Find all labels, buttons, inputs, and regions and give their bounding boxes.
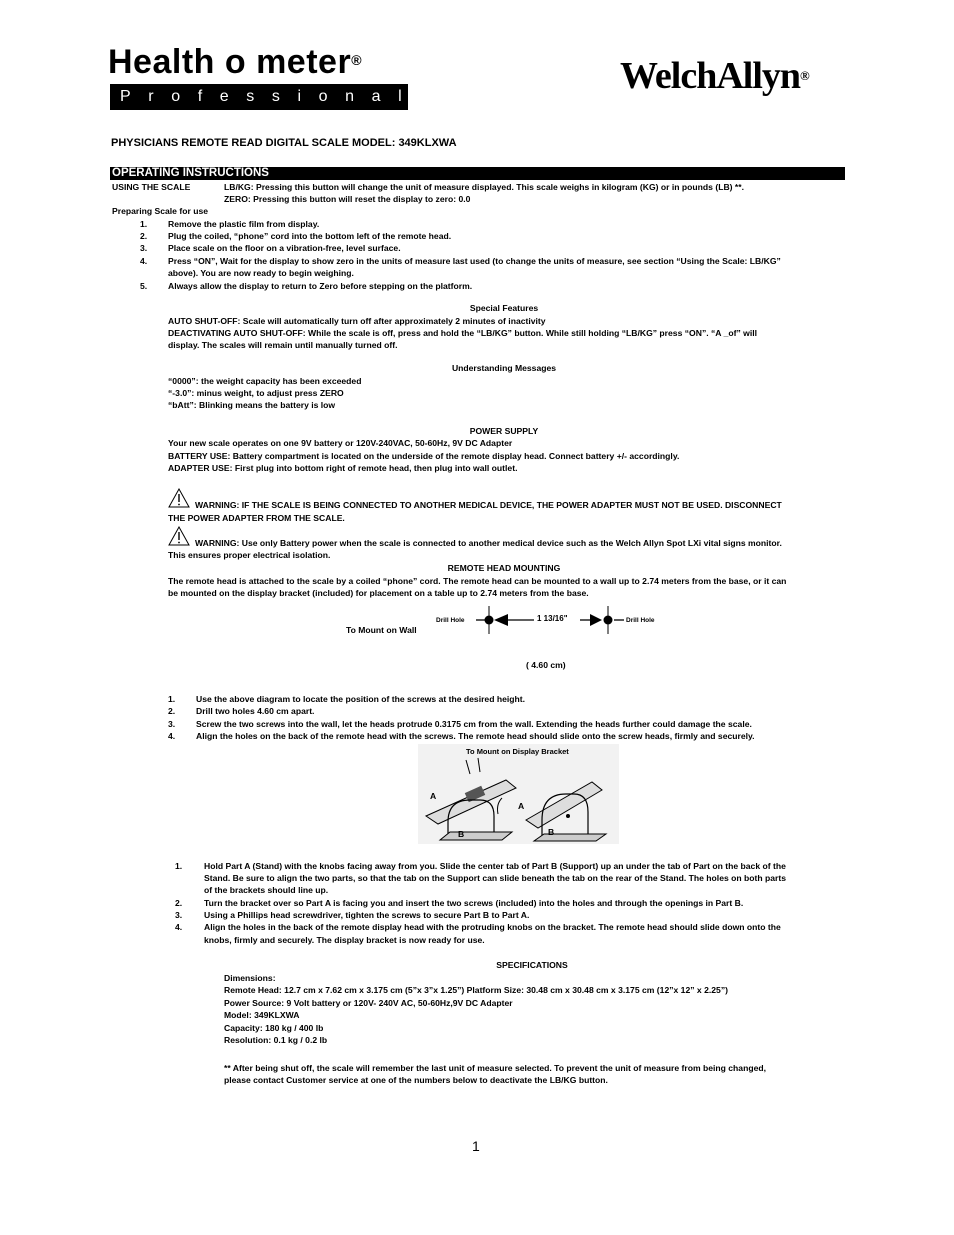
registered-mark: ®	[351, 52, 363, 68]
warning-battery-text: WARNING: Use only Battery power when the scale is connected to another medical device such as the Welch Allyn Spot LXi vital signs monitor.	[195, 538, 782, 548]
bracket-drawing	[418, 744, 619, 844]
bracket-step-text-continued: knobs, firmly and securely. The display bracket is now ready for use.	[204, 935, 485, 945]
display-bracket-illustration	[418, 744, 619, 844]
part-a-label: A	[430, 791, 437, 801]
deactivating-text: DEACTIVATING AUTO SHUT-OFF: While the scale is off, press and hold the “LB/KG” button. While still holding “LB/KG” press “ON”. “A _of” will	[168, 328, 758, 338]
warning-adapter-text: WARNING: IF THE SCALE IS BEING CONNECTED TO ANOTHER MEDICAL DEVICE, THE POWER ADAPTER MUST NOT BE USED. DISCONNECT	[195, 500, 782, 510]
unit-memory-note-continued: please contact Customer service at one of the numbers below to deactivate the LB/KG button.	[224, 1075, 608, 1085]
bracket-step-text: Turn the bracket over so Part A is facing you and insert the two screws (included) into the holes and through the openings in Part B.	[204, 898, 744, 908]
wall-step-number: 3.	[168, 719, 176, 729]
bracket-step-number: 1.	[175, 861, 183, 871]
professional-banner: Professional	[110, 84, 408, 110]
prep-step-text-continued: above). You are now ready to begin weighing.	[168, 268, 354, 278]
wall-step-text: Use the above diagram to locate the position of the screws at the desired height.	[196, 694, 526, 704]
bracket-step-number: 2.	[175, 898, 183, 908]
message-line: “bAtt”: Blinking means the battery is low	[168, 400, 336, 410]
welch-allyn-logo	[620, 56, 809, 96]
bracket-step-text-continued: Stand. Be sure to align the two parts, so that the tab on the Support can slide beneath the tab on the rear of the Stand. The holes on both parts	[204, 873, 787, 883]
prep-step-number: 1.	[140, 219, 148, 229]
deactivating-text-continued: display. The scales will remain until manually turned off.	[168, 340, 398, 350]
lbkg-description: LB/KG: Pressing this button will change the unit of measure displayed. This scale weighs in kilogram (KG) or in pounds (LB) **.	[224, 182, 744, 192]
prep-step-text: Press “ON”, Wait for the display to show zero in the units of measure last used (to change the units of measure, see section “Using the Scale: LB/KG”	[168, 256, 781, 266]
remote-head-mounting-heading: REMOTE HEAD MOUNTING	[447, 563, 561, 573]
prep-step-text: Plug the coiled, “phone” cord into the bottom left of the remote head.	[168, 231, 452, 241]
understanding-messages-heading: Understanding Messages	[451, 363, 557, 373]
spec-line: Dimensions:	[224, 973, 276, 983]
preparing-label: Preparing Scale for use	[112, 206, 208, 216]
zero-description: ZERO: Pressing this button will reset the display to zero: 0.0	[224, 194, 471, 204]
health-o-meter-logo	[108, 44, 362, 80]
message-line: “-3.0”: minus weight, to adjust press ZERO	[168, 388, 344, 398]
warning-triangle-icon	[168, 526, 190, 546]
warning-adapter-text-continued: THE POWER ADAPTER FROM THE SCALE.	[168, 513, 345, 523]
operating-instructions-heading: OPERATING INSTRUCTIONS	[110, 167, 845, 180]
partner-registered-mark: ®	[800, 68, 809, 83]
warning-battery-text-continued: This ensures proper electrical isolation.	[168, 550, 331, 560]
spec-line: Model: 349KLXWA	[224, 1010, 300, 1020]
spec-line: Capacity: 180 kg / 400 lb	[224, 1023, 324, 1033]
spec-line: Resolution: 0.1 kg / 0.2 lb	[224, 1035, 328, 1045]
specifications-heading: SPECIFICATIONS	[496, 960, 568, 970]
prep-step-text: Place scale on the floor on a vibration-free, level surface.	[168, 243, 401, 253]
wall-step-text: Align the holes on the back of the remote head with the screws. The remote head should slide onto the screw heads, firmly and securely.	[196, 731, 755, 741]
page-number: 1	[472, 1138, 480, 1154]
message-line: “0000”: the weight capacity has been exceeded	[168, 376, 362, 386]
prep-step-text: Remove the plastic film from display.	[168, 219, 320, 229]
bracket-step-number: 3.	[175, 910, 183, 920]
brand-main-text: Health o meter	[108, 43, 352, 81]
using-scale-label: USING THE SCALE	[112, 182, 191, 192]
part-a-label: A	[518, 801, 525, 811]
partner-logo-text: WelchAllyn	[620, 55, 801, 97]
bracket-caption: To Mount on Display Bracket	[466, 747, 569, 756]
power-line: ADAPTER USE: First plug into bottom right of remote head, then plug into wall outlet.	[168, 463, 518, 473]
prep-step-text: Always allow the display to return to Zero before stepping on the platform.	[168, 281, 473, 291]
warning-triangle-icon	[168, 488, 190, 508]
auto-shutoff-text: AUTO SHUT-OFF: Scale will automatically turn off after approximately 2 minutes of inactivity	[168, 316, 546, 326]
document-title: PHYSICIANS REMOTE READ DIGITAL SCALE MODEL: 349KLXWA	[111, 137, 457, 149]
spec-line: Power Source: 9 Volt battery or 120V- 240V AC, 50-60Hz,9V DC Adapter	[224, 998, 513, 1008]
wall-mount-label: To Mount on Wall	[346, 625, 417, 635]
wall-mount-diagram	[436, 604, 666, 636]
prep-step-number: 4.	[140, 256, 148, 266]
metric-dimension: ( 4.60 cm)	[526, 660, 566, 670]
mounting-text: The remote head is attached to the scale by a coiled “phone” cord. The remote head can be mounted to a wall up to 2.74 meters from the base, or it can	[168, 576, 787, 586]
special-features-heading: Special Features	[469, 303, 539, 313]
part-b-label: B	[548, 827, 555, 837]
wall-step-text: Drill two holes 4.60 cm apart.	[196, 706, 315, 716]
prep-step-number: 2.	[140, 231, 148, 241]
spec-line: Remote Head: 12.7 cm x 7.62 cm x 3.175 cm (5”x 3”x 1.25”) Platform Size: 30.48 cm x 30.48 cm x 3.175 cm (12”x 12” x 2.25”)	[224, 985, 728, 995]
part-b-label: B	[458, 829, 465, 839]
wall-step-text: Screw the two screws into the wall, let the heads protrude 0.3175 cm from the wall. Extending the heads further could damage the scale.	[196, 719, 752, 729]
prep-step-number: 3.	[140, 243, 148, 253]
drill-hole-label: Drill Hole	[626, 617, 655, 624]
power-supply-heading: POWER SUPPLY	[469, 426, 539, 436]
power-line: Your new scale operates on one 9V battery or 120V-240VAC, 50-60Hz, 9V DC Adapter	[168, 438, 513, 448]
prep-step-number: 5.	[140, 281, 148, 291]
unit-memory-note: ** After being shut off, the scale will remember the last unit of measure selected. To prevent the unit of measure from being changed,	[224, 1063, 766, 1073]
drill-hole-label: Drill Hole	[436, 617, 465, 624]
bracket-step-text: Using a Phillips head screwdriver, tighten the screws to secure Part B to Part A.	[204, 910, 530, 920]
mounting-text-continued: be mounted on the display bracket (included) for placement on a table up to 2.74 meters from the base.	[168, 588, 589, 598]
bracket-step-text: Hold Part A (Stand) with the knobs facing away from you. Slide the center tab of Part B (Support) up an under the tab of Part on the back of the	[204, 861, 786, 871]
dimension-label: 1 13/16"	[537, 614, 568, 623]
bracket-step-number: 4.	[175, 922, 183, 932]
bracket-step-text: Align the holes in the back of the remote display head with the protruding knobs on the bracket. The remote head should slide down onto the	[204, 922, 781, 932]
power-line: BATTERY USE: Battery compartment is located on the underside of the remote display head. Connect battery +/- accordingly.	[168, 451, 680, 461]
wall-step-number: 2.	[168, 706, 176, 716]
bracket-step-text-continued: of the brackets should line up.	[204, 885, 329, 895]
wall-step-number: 4.	[168, 731, 176, 741]
wall-step-number: 1.	[168, 694, 176, 704]
